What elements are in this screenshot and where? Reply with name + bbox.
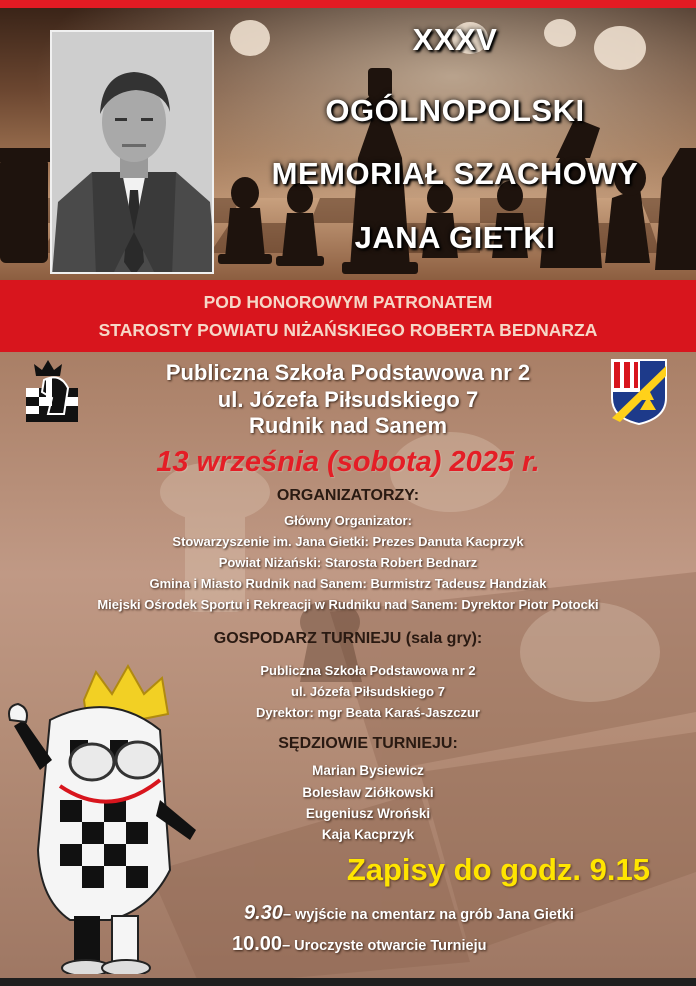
portrait-photo: [50, 30, 214, 274]
organizers-heading: ORGANIZATORZY:: [276, 487, 420, 504]
patronage-line-2: STAROSTY POWIATU NIŻAŃSKIEGO ROBERTA BEDNARZA: [98, 320, 598, 340]
venue-line-street: ul. Józefa Piłsudskiego 7: [217, 387, 479, 412]
title-line-memorial: MEMORIAŁ SZACHOWY: [271, 156, 639, 191]
judge-name: Bolesław Ziółkowski: [302, 785, 434, 800]
patronage-band: [0, 280, 696, 352]
title-line-name: JANA GIETKI: [354, 220, 556, 255]
schedule-item: [232, 933, 486, 956]
title-line-edition: XXXV: [412, 22, 498, 57]
judge-name: Eugeniusz Wroński: [305, 806, 431, 821]
portrait-man-icon: [52, 32, 214, 274]
schedule-time: 10.00: [232, 933, 283, 955]
venue-line-city: Rudnik nad Sanem: [248, 413, 448, 438]
judge-name: Marian Bysiewicz: [312, 763, 424, 778]
event-date: 13 września (sobota) 2025 r.: [156, 446, 540, 478]
judges-heading: SĘDZIOWIE TURNIEJU:: [278, 735, 458, 752]
judge-name: Kaja Kacprzyk: [321, 827, 415, 842]
organizer-item: Gmina i Miasto Rudnik nad Sanem: Burmistrz Tadeusz Handziak: [149, 576, 547, 591]
host-item: ul. Józefa Piłsudskiego 7: [291, 684, 445, 699]
host-item: Publiczna Szkoła Podstawowa nr 2: [260, 663, 476, 678]
top-stripe: [0, 0, 696, 8]
host-heading: GOSPODARZ TURNIEJU (sala gry):: [213, 630, 483, 647]
organizer-item: Główny Organizator:: [284, 513, 412, 528]
patronage-line-1: POD HONOROWYM PATRONATEM: [203, 292, 493, 312]
schedule-item: [244, 902, 574, 925]
title-line-national: OGÓLNOPOLSKI: [325, 93, 585, 128]
organizer-item: Miejski Ośrodek Sportu i Rekreacji w Rudniku nad Sanem: Dyrektor Piotr Potocki: [97, 597, 599, 612]
schedule-desc: – wyjście na cmentarz na grób Jana Gietki: [282, 907, 574, 923]
schedule-time: 9.30: [244, 902, 283, 924]
chess-mascot-icon: [0, 650, 200, 974]
registration-deadline: Zapisy do godz. 9.15: [346, 852, 650, 887]
venue-line-school: Publiczna Szkoła Podstawowa nr 2: [165, 360, 531, 385]
header-chess-background: [0, 8, 696, 280]
bottom-stripe: [0, 978, 696, 986]
organizer-item: Stowarzyszenie im. Jana Gietki: Prezes Danuta Kacprzyk: [172, 534, 524, 549]
host-item: Dyrektor: mgr Beata Karaś-Jaszczur: [256, 705, 480, 720]
schedule-desc: – Uroczyste otwarcie Turnieju: [282, 938, 487, 954]
organizer-item: Powiat Niżański: Starosta Robert Bednarz: [218, 555, 478, 570]
